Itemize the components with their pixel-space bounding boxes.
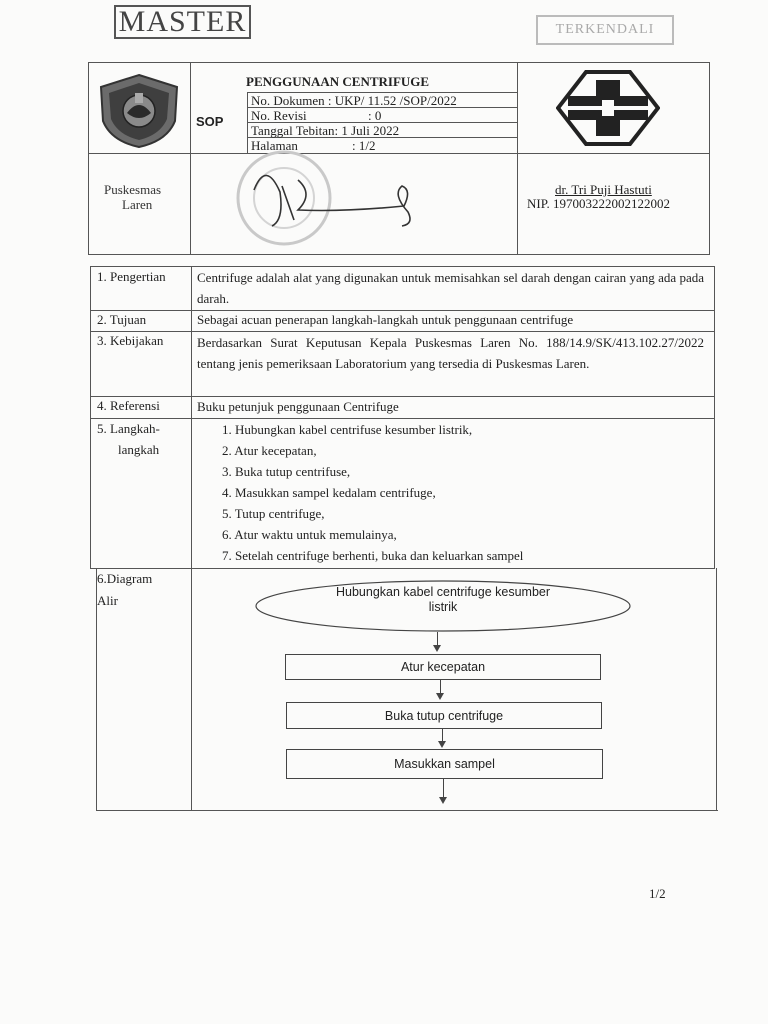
step-item: 2. Atur kecepatan, <box>222 443 317 458</box>
step-item: 3. Buka tutup centrifuse, <box>222 464 351 479</box>
flow-arrow-down-icon <box>438 741 446 748</box>
flow-arrow-line <box>440 680 441 694</box>
tujuan-text: Sebagai acuan penerapan langkah-langkah untuk penggunaan centrifuge <box>197 312 574 327</box>
master-stamp: MASTER <box>114 5 251 39</box>
diagram-label-line1: 6.Diagram <box>97 571 153 586</box>
document-title: PENGGUNAAN CENTRIFUGE <box>246 74 430 89</box>
flow-start-text <box>252 585 634 615</box>
issue-date: Tanggal Tebitan: 1 Juli 2022 <box>251 123 400 138</box>
step-item: 5. Tutup centrifuge, <box>222 506 325 521</box>
org-name-line2: Laren <box>122 197 153 212</box>
flow-arrow-down-icon <box>439 797 447 804</box>
revision-label: No. Revisi <box>251 108 307 123</box>
puskesmas-cross-logo-icon <box>556 70 660 146</box>
regency-emblem-icon <box>97 73 181 149</box>
flow-arrow-down-icon <box>436 693 444 700</box>
flow-box-masukkan-sampel: Masukkan sampel <box>286 749 603 779</box>
tujuan-label: 2. Tujuan <box>97 312 147 327</box>
referensi-label: 4. Referensi <box>97 398 160 413</box>
langkah-label-line1: 5. Langkah- <box>97 421 160 436</box>
kebijakan-text: Berdasarkan Surat Keputusan Kepala Puskesmas Laren No. 188/14.9/SK/413.102.27/2022 tentang jenis pemeriksaan Laboratorium yang tersedia di Puskesmas Laren. <box>197 335 704 371</box>
pengertian-label: 1. Pengertian <box>97 269 166 284</box>
flow-arrow-line <box>443 779 444 798</box>
flow-box-buka-tutup: Buka tutup centrifuge <box>286 702 602 729</box>
langkah-label-line2: langkah <box>118 442 160 457</box>
flow-arrow-line <box>437 632 438 646</box>
flow-arrow-down-icon <box>433 645 441 652</box>
signer-nip: NIP. 197003222002122002 <box>527 196 671 211</box>
sop-label: SOP <box>196 114 224 129</box>
step-item: 7. Setelah centrifuge berhenti, buka dan keluarkan sampel <box>222 548 524 563</box>
revision-value: : 0 <box>368 108 382 123</box>
org-name-line1: Puskesmas <box>104 182 162 197</box>
flow-box-atur-kecepatan: Atur kecepatan <box>285 654 601 680</box>
step-item: 6. Atur waktu untuk memulainya, <box>222 527 397 542</box>
diagram-label-line2: Alir <box>97 593 118 608</box>
page-number: 1/2 <box>649 886 666 901</box>
flow-start-line2: listrik <box>428 600 458 614</box>
signer-name: dr. Tri Puji Hastuti <box>555 182 652 197</box>
kebijakan-label: 3. Kebijakan <box>97 333 164 348</box>
page-value: : 1/2 <box>352 138 376 153</box>
page-label: Halaman <box>251 138 298 153</box>
step-item: 4. Masukkan sampel kedalam centrifuge, <box>222 485 436 500</box>
document-number: No. Dokumen : UKP/ 11.52 /SOP/2022 <box>251 93 457 108</box>
referensi-text: Buku petunjuk penggunaan Centrifuge <box>197 399 399 414</box>
pengertian-text: Centrifuge adalah alat yang digunakan untuk memisahkan sel darah dengan cairan yang ada pada darah. <box>197 270 704 306</box>
flow-start-line1: Hubungkan kabel centrifuge kesumber <box>335 585 551 599</box>
terkendali-stamp: TERKENDALI <box>536 15 674 45</box>
step-item: 1. Hubungkan kabel centrifuse kesumber listrik, <box>222 422 473 437</box>
official-stamp-signature <box>214 150 434 250</box>
